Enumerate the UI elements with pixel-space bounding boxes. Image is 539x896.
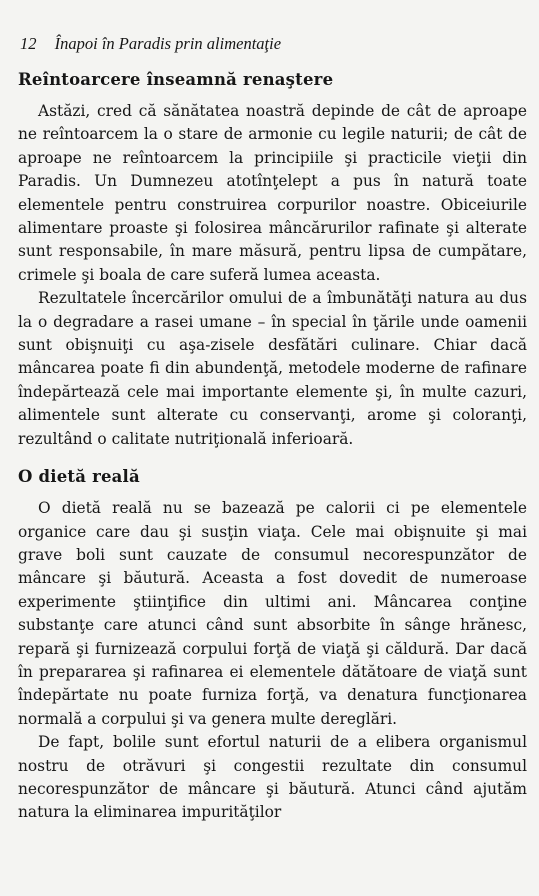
section-dieta-reala — [18, 467, 527, 825]
page-body — [18, 70, 527, 825]
book-title: Înapoi în Paradis prin alimentaţie — [54, 34, 282, 53]
section-heading: Reîntoarcere înseamnă renaştere — [18, 70, 334, 89]
paragraph: O dietă reală nu se bazează pe calorii ci pe elementele organice care dau şi susţin viaţa. Cele mai obişnuite şi mai grave boli sunt cauzate de consumul necorespunzător de mâncare şi băutură. Aceasta a fost dovedit de numeroase experimente ştiinţifice din ultimi ani. Mâncarea conţine substanţe care atunci când sunt absorbite în sânge hrănesc, repară şi furnizează corpului forţă de viaţă şi căldură. Dar dacă în prepararea şi rafinarea ei elementele dătătoare de viaţă sunt îndepărtate nu poate furniza forţă, va denatura funcţionarea normală a corpului şi va genera multe dereglări. — [18, 499, 527, 728]
running-header — [20, 34, 281, 54]
section-heading: O dietă reală — [18, 467, 140, 487]
page-number: 12 — [20, 34, 37, 53]
section-reintoarcere — [18, 70, 527, 451]
paragraph: De fapt, bolile sunt efortul naturii de a elibera organismul nostru de otrăvuri şi congestii rezultate din consumul necorespunzător de mâncare şi băutură. Atunci când ajutăm natura la eliminarea impurităţilor — [18, 733, 527, 822]
paragraph: Rezultatele încercărilor omului de a îmbunătăţi natura au dus la o degradare a rasei umane – în special în ţările unde oamenii sunt obişnuiţi cu aşa-zisele desfătări culinare. Chiar dacă mâncarea poate fi din abundenţă, metodele moderne de rafinare îndepărtează cele mai importante elemente şi, în multe cazuri, alimentele sunt alterate cu conservanţi, arome şi coloranţi, rezultând o calitate nutriţională inferioară. — [18, 289, 527, 448]
paragraph: Astăzi, cred că sănătatea noastră depinde de cât de aproape ne reîntoarcem la o stare de armonie cu legile naturii; de cât de aproape ne reîntoarcem la principiile şi practicile vieţii din Paradis. Un Dumnezeu atotînţelept a pus în natură toate elementele pentru construirea corpurilor noastre. Obiceiurile alimentare proaste şi folosirea mâncărurilor rafinate şi alterate sunt responsabile, în mare măsură, pentru lipsa de cumpătare, crimele şi boala de care suferă lumea aceasta. — [18, 102, 527, 284]
